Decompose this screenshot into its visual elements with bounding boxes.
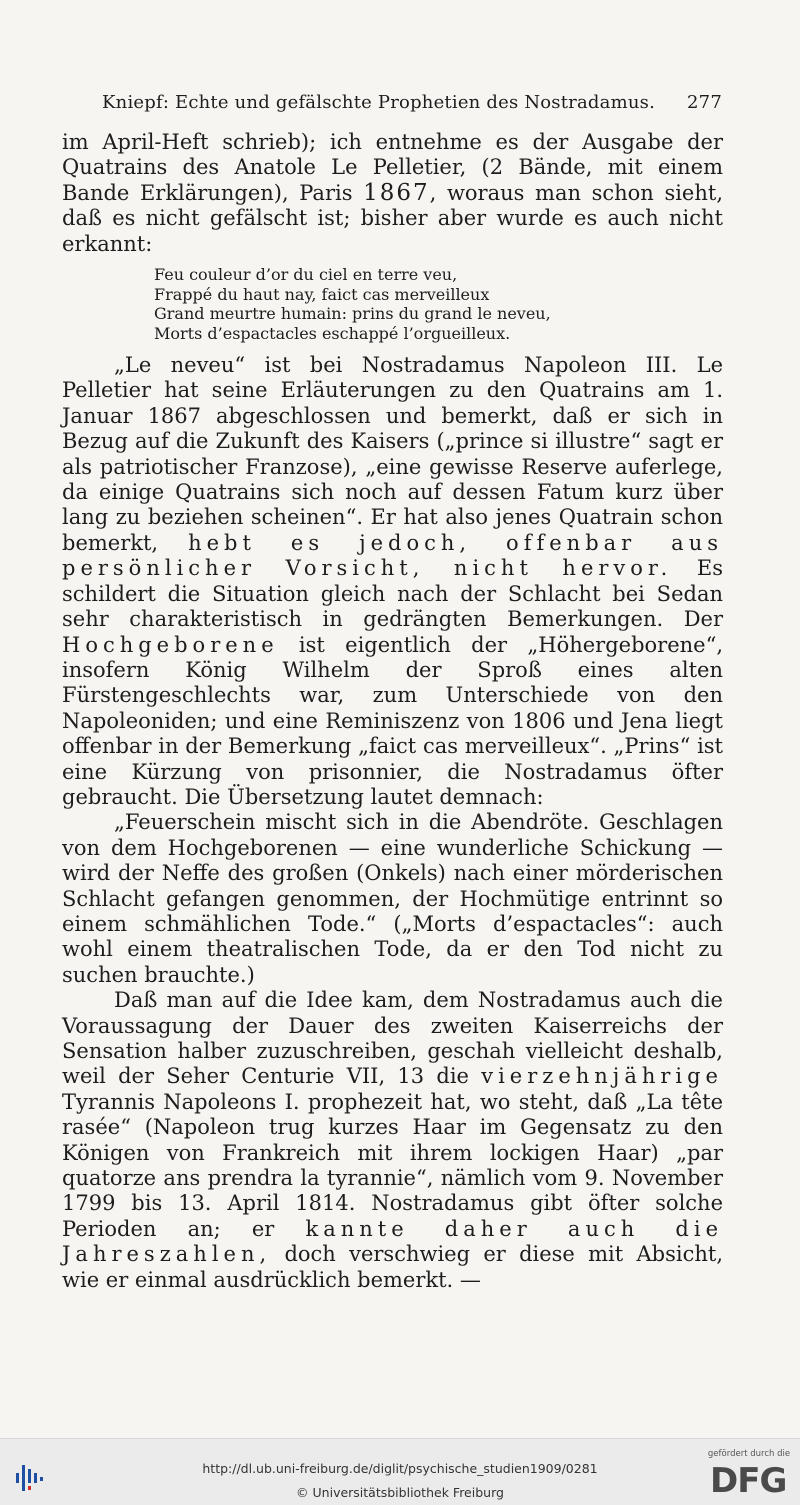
copyright-notice: © Universitätsbibliothek Freiburg (296, 1485, 504, 1500)
paragraph-3 (62, 810, 723, 988)
dfg-wordmark: DFG (710, 1461, 787, 1501)
quatrain (154, 265, 723, 343)
year-spaced: 1867 (363, 179, 430, 206)
paragraph-text: Es schildert die Situation gleich nach der Schlacht bei Sedan sehr charakteristisch in gedrängten Bemerkungen. Der (62, 556, 723, 632)
paragraph-text: , woraus man schon sieht, daß es nicht gefälscht ist; bisher aber wurde es auch nicht erkannt: (62, 180, 724, 256)
paragraph-text: Daß man auf die Idee kam, dem Nostradamus auch die Voraussagung der Dauer des zweiten Kaiserreichs der Sensation halber zuzuschreiben, geschah vielleicht deshalb, weil der Seher Centurie VII, 13 die (62, 988, 723, 1089)
page-number: 277 (687, 92, 722, 113)
paragraph-4 (62, 988, 723, 1293)
paragraph-1 (62, 130, 723, 257)
emphasis-spaced: vierzehnjährige (481, 1064, 723, 1089)
emphasis-spaced: Hochgeborene (62, 632, 279, 657)
verse-line: Feu couleur d’or du ciel en terre veu, (154, 265, 458, 285)
verse-line: Frappé du haut nay, faict cas merveilleux (154, 284, 490, 304)
running-header (102, 92, 722, 113)
emphasis-spaced: hebt es jedoch, offenbar aus persönlicher Vorsicht, nicht hervor. (62, 530, 723, 581)
verse-line: Morts d’espactacles eschappé l’orgueilleux. (154, 323, 511, 343)
funding-note: gefördert durch die (707, 1449, 791, 1459)
paragraph-2 (62, 353, 723, 810)
paragraph-text: „Feuerschein mischt sich in die Abendröte. Geschlagen von dem Hochgeborenen — eine wunderliche Schickung — wird der Neffe des großen (Onkels) nach einer mörderischen Schlacht gefangen genommen, der Hochmütige entrinnt so einem schmählichen Tode.“ („Morts d’espactacles“: auch wohl einem theatralischen Tode, da er den Tod nicht zu suchen brauchte.) (62, 810, 723, 987)
paragraph-text: ist eigentlich der „Höhergeborene“, insofern König Wilhelm der Sproß eines alten Fürstengeschlechts war, zum Unterschiede von den Napoleoniden; und eine Reminiszenz von 1806 und Jena liegt offenbar in der Bemerkung „faict cas merveilleux“. „Prins“ ist eine Kürzung von prisonnier, die Nostradamus öfter gebraucht. Die Übersetzung lautet demnach: (62, 632, 723, 809)
dfg-logo[interactable] (706, 1449, 792, 1499)
paragraph-text: „Le neveu“ ist bei Nostradamus Napoleon III. Le Pelletier hat seine Erläuterungen zu den Quatrains am 1. Januar 1867 abgeschlossen und bemerkt, daß er sich in Bezug auf die Zukunft des Kaisers („prince si illustre“ sagt er als patriotischer Franzose), „eine gewisse Reserve auferlege, da einige Quatrains sich noch auf dessen Fatum kurz über lang zu beziehen scheinen“. Er hat also jenes Quatrain schon bemerkt, (62, 353, 723, 555)
article-body (62, 130, 723, 1293)
running-title: Kniepf: Echte und gefälschte Prophetien des Nostradamus. (102, 92, 655, 113)
paragraph-text: doch verschwieg er diese mit Absicht, wie er einmal ausdrücklich bemerkt. — (62, 1242, 723, 1292)
paragraph-text: Tyrannis Napoleons I. prophezeit hat, wo steht, daß „La tête rasée“ (Napoleon trug kurzes Haar im Gegensatz zu den Königen von Frankreich mit ihrem lockigen Haar) „par quatorze ans prendra la tyrannie“, nämlich vom 9. November 1799 bis 13. April 1814. Nostradamus gibt öfter solche Perioden an; er (62, 1089, 723, 1241)
verse-line: Grand meurtre humain: prins du grand le neveu, (154, 304, 551, 324)
paragraph-text: im April-Heft schrieb); ich entnehme es der Ausgabe der Quatrains des Anatole Le Pelletier, (2 Bände, mit einem Bande Erklärungen), Paris (62, 130, 723, 205)
viewer-footer (0, 1438, 800, 1505)
permalink-url[interactable]: http://dl.ub.uni-freiburg.de/diglit/psychische_studien1909/0281 (202, 1461, 598, 1476)
emphasis-spaced: kannte daher auch die Jahreszahlen, (62, 1216, 723, 1267)
